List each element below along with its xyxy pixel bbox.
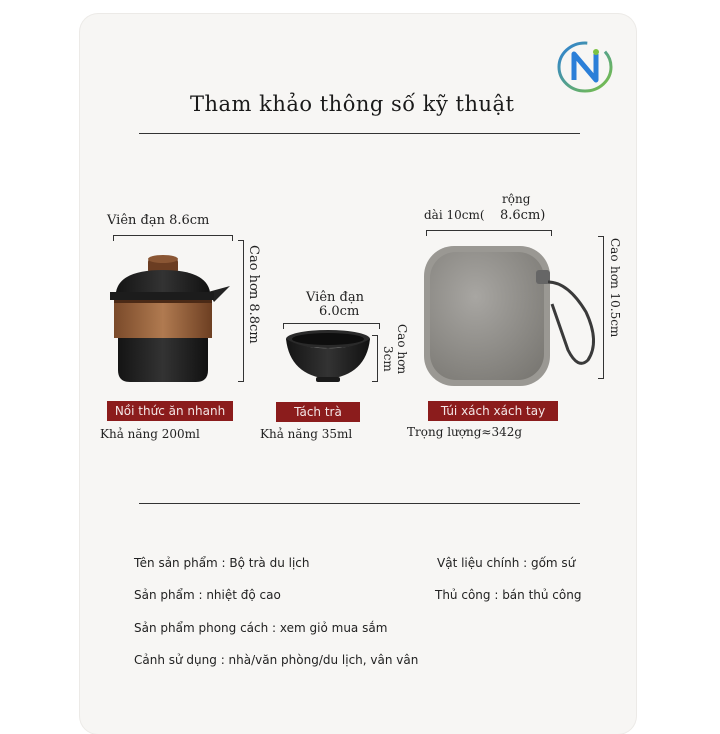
title-divider — [139, 133, 580, 134]
bag-width-bracket — [426, 230, 552, 236]
teapot-image — [104, 250, 236, 386]
page-title: Tham khảo thông số kỹ thuật — [190, 92, 515, 116]
cup-capacity: Khả năng 35ml — [260, 427, 353, 441]
brand-logo-icon — [555, 40, 615, 94]
bag-width-top: rộng — [502, 192, 531, 206]
cup-width-label-1: Viên đạn — [306, 290, 364, 305]
specs-divider — [139, 503, 580, 504]
pot-height-bracket — [238, 240, 244, 382]
cup-name-badge: Tách trà — [276, 402, 360, 422]
bag-height-label-1: Cao — [608, 238, 622, 262]
pot-capacity: Khả năng 200ml — [100, 427, 200, 441]
spec-usage: Cảnh sử dụng : nhà/văn phòng/du lịch, vân vân — [134, 653, 419, 667]
bag-width-label-2: 8.6cm) — [500, 208, 546, 223]
carry-bag-image — [418, 242, 602, 392]
cup-height-label-1: Cao hơn — [395, 324, 409, 375]
spec-material: Vật liệu chính : gốm sứ — [437, 556, 576, 570]
bag-width-label: dài 10cm( — [424, 208, 485, 222]
pot-height-label: Cao hơn 8.8cm — [246, 245, 261, 344]
cup-height-label-2: 3cm — [381, 346, 395, 372]
bag-name-badge: Túi xách xách tay — [428, 401, 558, 421]
spec-product-name: Tên sản phẩm : Bộ trà du lịch — [134, 556, 310, 570]
pot-width-bracket — [113, 235, 233, 241]
spec-craft: Thủ công : bán thủ công — [435, 588, 582, 602]
teacup-image — [282, 327, 374, 385]
spec-temperature: Sản phẩm : nhiệt độ cao — [134, 588, 281, 602]
spec-style: Sản phẩm phong cách : xem giỏ mua sắm — [134, 621, 388, 635]
pot-width-label: Viên đạn 8.6cm — [107, 213, 210, 228]
cup-width-label-2: 6.0cm — [319, 304, 360, 319]
bag-height-label-2: hơn 10.5cm — [608, 266, 622, 338]
bag-weight: Trọng lượng≈342g — [407, 425, 523, 439]
pot-name-badge: Nồi thức ăn nhanh — [107, 401, 233, 421]
